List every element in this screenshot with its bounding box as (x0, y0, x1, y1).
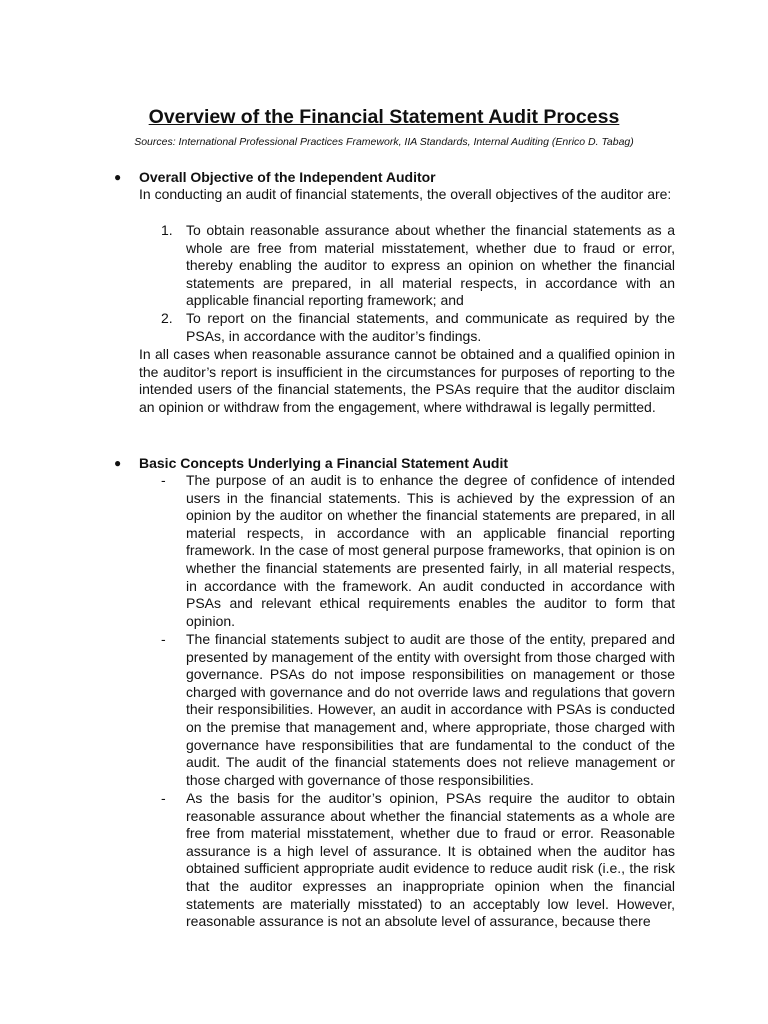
list-item: The financial statements subject to audit are those of the entity, prepared and presented by management of the entity with oversight from those charged with governance. PSAs do not impose responsibilities on management or those charged with governance and do not override laws and regulations that govern their responsibilities. However, an audit in accordance with PSAs is conducted on the premise that management and, where appropriate, those charged with governance have responsibilities that are fundamental to the conduct of the audit. The audit of the financial statements does not relieve management or those charged with governance of those responsibilities. (186, 631, 675, 788)
dash-marker: - (161, 472, 166, 488)
list-item: As the basis for the auditor’s opinion, PSAs require the auditor to obtain reasonable assurance about whether the financial statements as a whole are free from material misstatement, whether due to fraud or error. Reasonable assurance is a high level of assurance. It is obtained when the auditor has obtained sufficient appropriate audit evidence to reduce audit risk (i.e., the risk that the auditor expresses an inappropriate opinion when the financial statements are materially misstated) to an acceptably low level. However, reasonable assurance is not an absolute level of assurance, because there (186, 790, 675, 930)
section-intro: In conducting an audit of financial statements, the overall objectives of the auditor are: (139, 186, 672, 202)
dash-marker: - (161, 631, 166, 647)
list-number: 1. (161, 222, 173, 238)
list-item: To obtain reasonable assurance about whether the financial statements as a whole are free from material misstatement, whether due to fraud or error, thereby enabling the auditor to express an opinion on whether the financial statements are prepared, in all material respects, in accordance with an applicable financial reporting framework; and (186, 222, 675, 309)
sources-line: Sources: International Professional Practices Framework, IIA Standards, Internal Auditing (Enrico D. Tabag) (134, 136, 634, 148)
bullet-icon: ● (114, 170, 122, 184)
list-item: The purpose of an audit is to enhance the degree of confidence of intended users in the financial statements. This is achieved by the expression of an opinion by the auditor on whether the financial statements are prepared, in all material respects, in accordance with an applicable financial reporting framework. In the case of most general purpose frameworks, that opinion is on whether the financial statements are presented fairly, in all material respects, in accordance with the framework. An audit conducted in accordance with PSAs and relevant ethical requirements enables the auditor to form that opinion. (186, 472, 675, 629)
section-heading: Basic Concepts Underlying a Financial Statement Audit (139, 455, 508, 471)
page-title: Overview of the Financial Statement Audit Process (148, 106, 620, 128)
section-heading: Overall Objective of the Independent Auditor (139, 169, 436, 185)
list-number: 2. (161, 310, 173, 326)
dash-marker: - (161, 790, 166, 806)
list-item: To report on the financial statements, and communicate as required by the PSAs, in accordance with the auditor’s findings. (186, 310, 675, 344)
bullet-icon: ● (114, 456, 122, 470)
section-closing: In all cases when reasonable assurance cannot be obtained and a qualified opinion in the auditor’s report is insufficient in the circumstances for purposes of reporting to the intended users of the financial statements, the PSAs require that the auditor disclaim an opinion or withdraw from the engagement, where withdrawal is legally permitted. (139, 346, 675, 415)
